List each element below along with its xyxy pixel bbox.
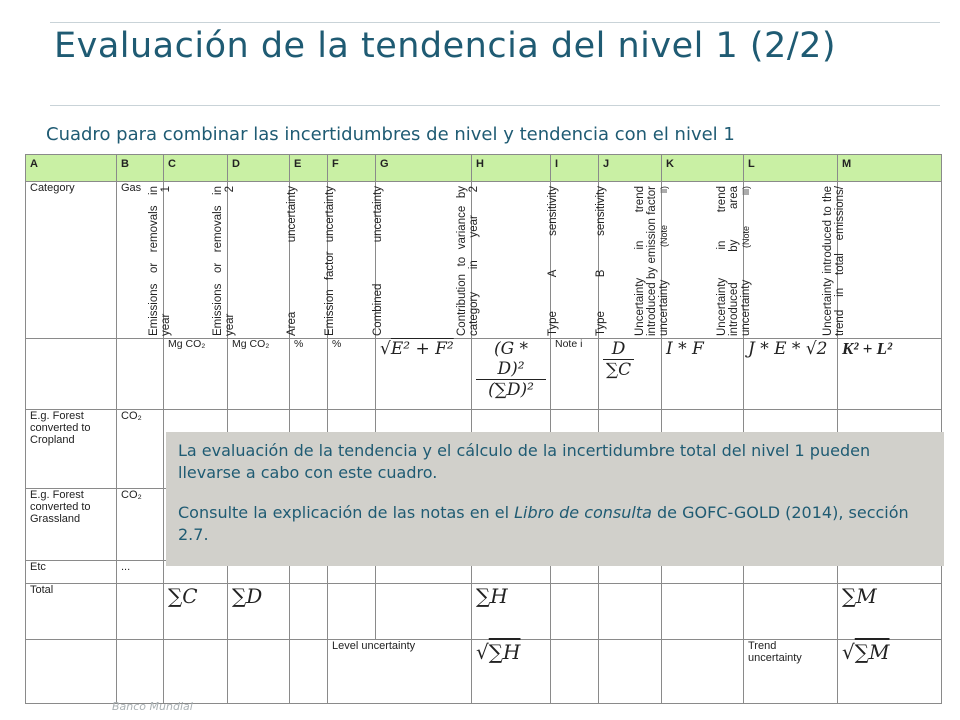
unit-f: % — [328, 339, 376, 410]
header-area-uncertainty: Area uncertainty — [286, 186, 298, 336]
col-letter: F — [328, 155, 376, 182]
formula-m: K² + L² — [838, 339, 942, 410]
unit-c: Mg CO₂ — [164, 339, 228, 410]
note-callout — [166, 432, 944, 566]
note-paragraph-2: Consulte la explicación de las notas en el Libro de consulta de GOFC-GOLD (2014), sección 2.7. — [178, 503, 909, 544]
header-type-a-sensitivity: Type A sensitivity — [547, 186, 559, 336]
header-emissions-year2: Emissions or removals in year 2 — [212, 186, 236, 336]
col-letter: L — [744, 155, 838, 182]
units-row — [26, 339, 942, 410]
formula-combined: √E² + F² — [376, 339, 472, 410]
col-letter: B — [117, 155, 164, 182]
sum-c: ∑C — [164, 584, 228, 640]
sum-m: ∑M — [838, 584, 942, 640]
unit-e: % — [290, 339, 328, 410]
col-letter: A — [26, 155, 117, 182]
slide-title: Evaluación de la tendencia del nivel 1 (2/2) — [54, 26, 837, 66]
col-letter: H — [472, 155, 551, 182]
row-category: Etc — [26, 561, 117, 584]
row-gas: CO₂ — [117, 410, 164, 489]
col-letter: K — [662, 155, 744, 182]
total-row — [26, 584, 942, 640]
sqrt-sum-m: √∑M — [838, 640, 942, 704]
title-rule — [50, 105, 940, 106]
col-letter: J — [599, 155, 662, 182]
formula-k: I * F — [662, 339, 744, 410]
uncertainty-row — [26, 640, 942, 704]
level-uncertainty-label: Level uncertainty — [328, 640, 472, 704]
row-category: E.g. Forest converted to Grassland — [26, 489, 117, 561]
sum-d: ∑D — [228, 584, 290, 640]
header-contribution-variance: Contribution to variance by category in year 2 — [456, 186, 480, 336]
header-ef-uncertainty: Emission factor uncertainty — [324, 186, 336, 336]
formula-contribution: $\frac{\text{(G * D)²}}{\text{(∑D)²}}$ — [472, 339, 551, 410]
formula-type-b: $\frac{D}{\sum C}$ — [599, 339, 662, 410]
footer-credit: Banco Mundial — [112, 700, 193, 713]
col-letter: I — [551, 155, 599, 182]
slide-subtitle: Cuadro para combinar las incertidumbres de nivel y tendencia con el nivel 1 — [46, 124, 735, 145]
col-letter: C — [164, 155, 228, 182]
col-letter: E — [290, 155, 328, 182]
column-letters-row — [26, 155, 942, 182]
row-category: Total — [26, 584, 117, 640]
top-rule — [50, 22, 940, 23]
header-trend-total-uncertainty: Uncertainty introduced to the trend in total emissions/ — [822, 186, 846, 336]
uncertainty-table-image — [25, 154, 941, 701]
header-emissions-year1: Emissions or removals in year 1 — [148, 186, 172, 336]
row-gas: ... — [117, 561, 164, 584]
note-paragraph-1: La evaluación de la tendencia y el cálculo de la incertidumbre total del nivel 1 pueden llevarse a cabo con este cuadro. — [178, 441, 871, 482]
header-gas: Gas — [117, 182, 164, 339]
header-combined-uncertainty: Combined uncertainty — [372, 186, 384, 336]
unit-i: Note i — [551, 339, 599, 410]
unit-d: Mg CO₂ — [228, 339, 290, 410]
header-type-b-sensitivity: Type B sensitivity — [595, 186, 607, 336]
sqrt-sum-h: √∑H — [472, 640, 551, 704]
col-letter: D — [228, 155, 290, 182]
trend-uncertainty-label: Trend uncertainty — [744, 640, 838, 704]
row-gas: CO₂ — [117, 489, 164, 561]
col-letter: M — [838, 155, 942, 182]
col-letter: G — [376, 155, 472, 182]
header-trend-ef-uncertainty: Uncertainty in trend introduced by emission factor uncertainty (Note ii) — [634, 186, 670, 336]
uncertainty-table — [25, 154, 942, 704]
header-trend-area-uncertainty: Uncertainty in trend introduced by area uncertainty (Note iii) — [716, 186, 752, 336]
header-category: Category — [26, 182, 117, 339]
column-header-row — [26, 182, 942, 339]
row-category: E.g. Forest converted to Cropland — [26, 410, 117, 489]
formula-l: J * E * √2 — [744, 339, 838, 410]
sum-h: ∑H — [472, 584, 551, 640]
